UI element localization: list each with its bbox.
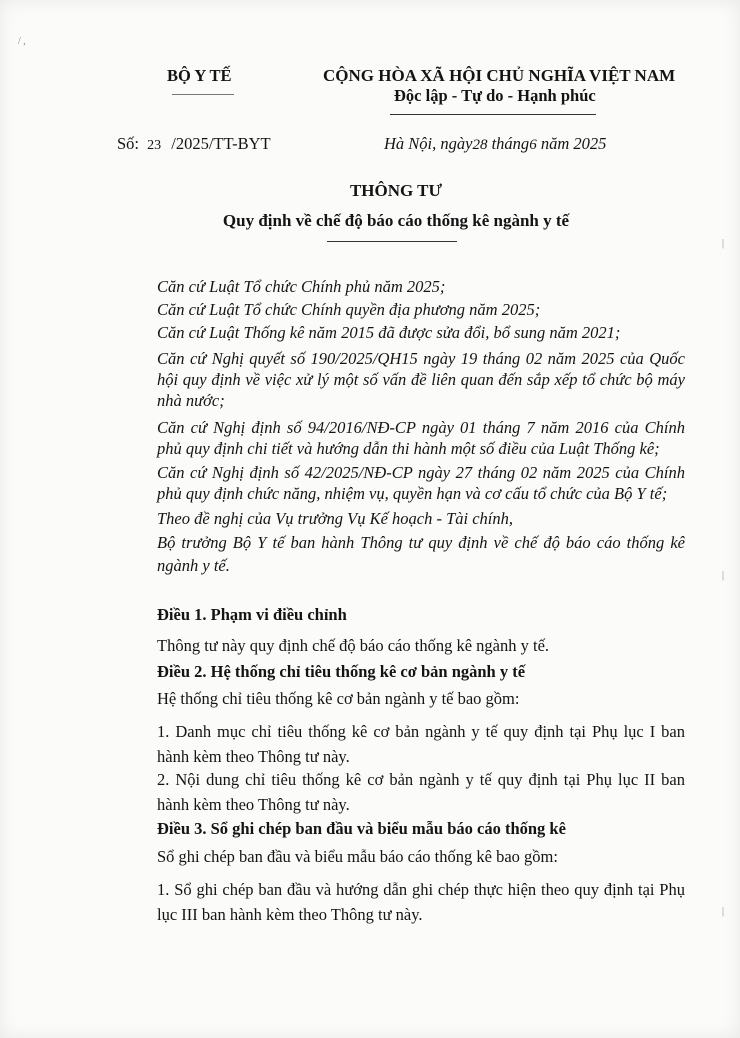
document-type: THÔNG TƯ	[349, 181, 443, 200]
article-2-item-2: 2. Nội dung chỉ tiêu thống kê cơ bản ngành y tế quy định tại Phụ lục II ban hành kèm theo Thông tư này.	[157, 770, 685, 814]
scan-mark-right-3: |	[722, 906, 725, 917]
nation-name: CỘNG HÒA XÃ HỘI CHỦ NGHĨA VIỆT NAM	[323, 66, 676, 85]
day-value: 28	[472, 137, 488, 153]
scan-mark-top: / ,	[18, 36, 26, 47]
preamble-1: Căn cứ Luật Tổ chức Chính phủ năm 2025;	[157, 277, 446, 296]
title-underline	[327, 241, 457, 242]
number-value: 23	[147, 138, 162, 153]
document-subject: Quy định về chế độ báo cáo thống kê ngành y tế	[222, 211, 570, 230]
scan-mark-right-1: |	[722, 238, 725, 249]
article-3-title: Điều 3. Sổ ghi chép ban đầu và biểu mẫu báo cáo thống kê	[157, 819, 566, 838]
place-date-label: Hà Nội, ngày	[384, 134, 473, 153]
preamble-5: Căn cứ Nghị định số 94/2016/NĐ-CP ngày 01 tháng 7 năm 2016 của Chính phủ quy định chi tiết và hướng dẫn thi hành một số điều của Luật Thống kê;	[157, 418, 685, 458]
preamble-2: Căn cứ Luật Tổ chức Chính quyền địa phương năm 2025;	[157, 300, 541, 319]
place-date	[384, 134, 606, 154]
scan-mark-right-2: |	[722, 570, 725, 581]
preamble-3: Căn cứ Luật Thống kê năm 2015 đã được sửa đổi, bổ sung năm 2021;	[157, 323, 621, 342]
preamble-7: Theo đề nghị của Vụ trưởng Vụ Kế hoạch - Tài chính,	[157, 509, 514, 528]
article-3-item-1: 1. Sổ ghi chép ban đầu và hướng dẫn ghi chép thực hiện theo quy định tại Phụ lục III ban hành kèm theo Thông tư này.	[157, 880, 685, 924]
article-1-text: Thông tư này quy định chế độ báo cáo thống kê ngành y tế.	[157, 636, 550, 655]
year-value: năm 2025	[540, 134, 607, 153]
preamble-8: Bộ trưởng Bộ Y tế ban hành Thông tư quy định về chế độ báo cáo thống kê ngành y tế.	[157, 533, 685, 575]
number-suffix: /2025/TT-BYT	[171, 134, 271, 153]
national-motto: Độc lập - Tự do - Hạnh phúc	[394, 86, 596, 105]
ministry-underline	[172, 94, 234, 95]
article-2-item-1: 1. Danh mục chỉ tiêu thống kê cơ bản ngành y tế quy định tại Phụ lục I ban hành kèm theo Thông tư này.	[157, 722, 685, 766]
article-1-title: Điều 1. Phạm vi điều chỉnh	[157, 605, 347, 624]
month-label: tháng	[491, 134, 530, 153]
preamble-6: Căn cứ Nghị định số 42/2025/NĐ-CP ngày 27 tháng 02 năm 2025 của Chính phủ quy định chức năng, nhiệm vụ, quyền hạn và cơ cấu tổ chức của Bộ Y tế;	[157, 463, 685, 503]
ministry-name: BỘ Y TẾ	[167, 66, 232, 85]
document-number	[117, 134, 271, 154]
number-label: Số:	[117, 134, 140, 153]
article-2-intro: Hệ thống chỉ tiêu thống kê cơ bản ngành y tế bao gồm:	[157, 689, 520, 708]
article-2-title: Điều 2. Hệ thống chỉ tiêu thống kê cơ bản ngành y tế	[157, 662, 526, 681]
motto-underline	[390, 114, 596, 115]
article-3-intro: Sổ ghi chép ban đầu và biểu mẫu báo cáo thống kê bao gồm:	[157, 847, 558, 866]
month-value: 6	[529, 137, 537, 153]
preamble-4: Căn cứ Nghị quyết số 190/2025/QH15 ngày 19 tháng 02 năm 2025 của Quốc hội quy định về việc xử lý một số vấn đề liên quan đến sắp xếp tổ chức bộ máy nhà nước;	[157, 349, 685, 410]
